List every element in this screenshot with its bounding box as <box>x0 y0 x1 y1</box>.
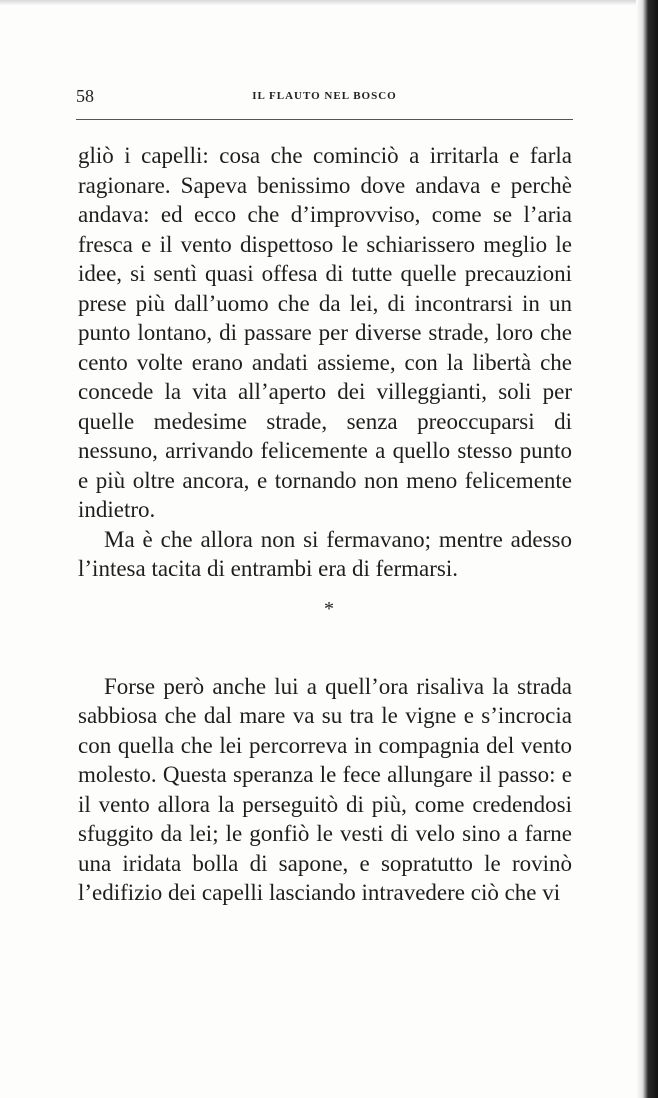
page-header <box>76 86 573 114</box>
section-break-asterisk: * <box>324 597 334 620</box>
body-text <box>78 141 572 908</box>
paragraph-2: Ma è che allora non si fermavano; mentre adesso l’intesa tacita di entrambi era di fermarsi. <box>78 526 572 581</box>
page-binding-shadow <box>636 0 658 1098</box>
page-number: 58 <box>76 86 94 106</box>
header-rule <box>76 119 573 120</box>
paragraph-3: Forse però anche lui a quell’ora risaliva la strada sabbiosa che dal mare va su tra le vigne e s’incrocia con quella che lei percorreva in compagnia del vento molesto. Questa speranza le fece allungare il passo: e il vento allora la perseguitò di più, come credendosi sfuggito da lei; le gonfiò le vesti di velo sino a farne una iridata bolla di sapone, e sopratutto le rovinò l’edifizio dei capelli lasciando intravedere ciò che vi <box>78 673 572 905</box>
page-top-edge <box>0 0 658 6</box>
paragraph-1: gliò i capelli: cosa che cominciò a irritarla e farla ragionare. Sapeva benissimo dove andava e perchè andava: ed ecco che d’improvviso, come se l’aria fresca e il vento dispettoso le schiarissero meglio le idee, si sentì quasi offesa di tutte quelle precauzioni prese più dall’uomo che da lei, di incontrarsi in un punto lontano, di passare per diverse strade, loro che cento volte erano andati assieme, con la libertà che concede la vita all’aperto dei villeggianti, soli per quelle medesime strade, senza preoccuparsi di nessuno, arrivando felicemente a quello stesso punto e più oltre ancora, e tornando non meno felicemente indietro. <box>78 143 572 522</box>
running-title: IL FLAUTO NEL BOSCO <box>252 90 397 102</box>
